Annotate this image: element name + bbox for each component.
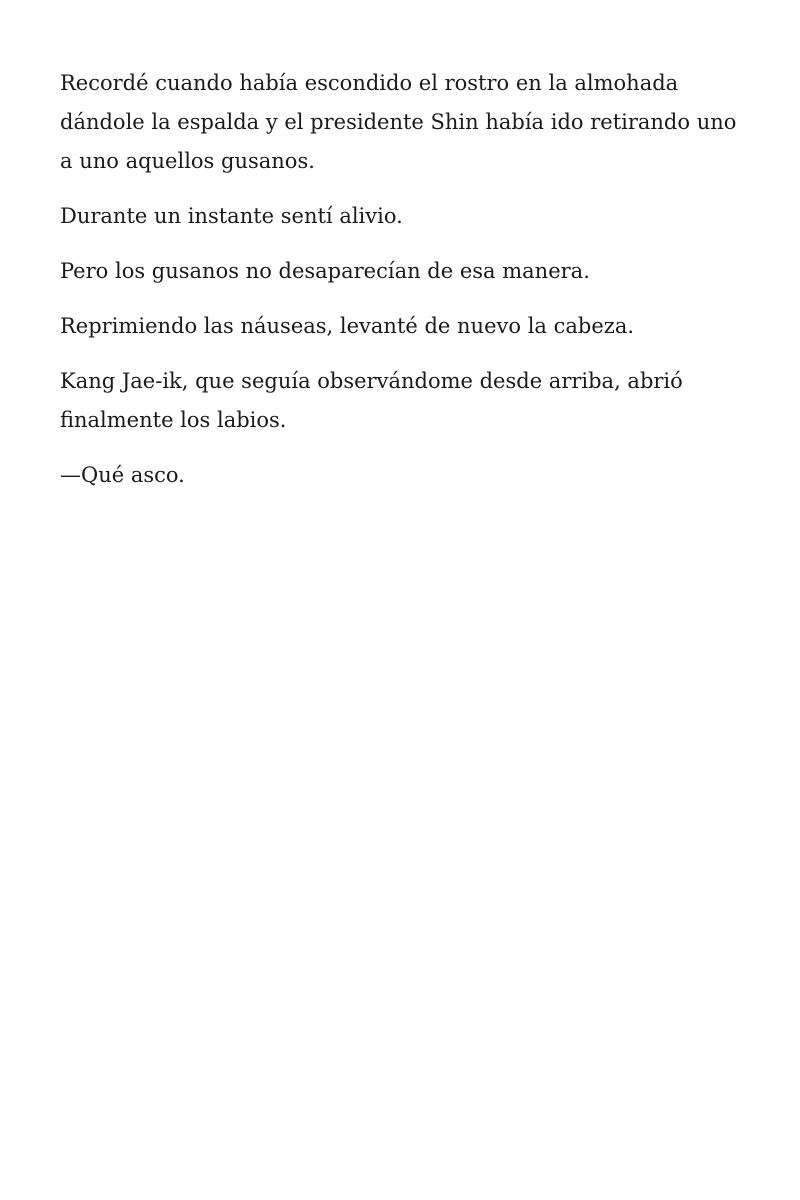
paragraph-3: Pero los gusanos no desaparecían de esa manera.	[60, 259, 590, 283]
paragraph-5: Kang Jae-ik, que seguía observándome desde arriba, abrió finalmente los labios.	[60, 369, 683, 432]
paragraph-1: Recordé cuando había escondido el rostro en la almohada dándole la espalda y el presidente Shin había ido retirando uno a uno aquellos gusanos.	[60, 71, 737, 173]
paragraph-6: —Qué asco.	[60, 463, 185, 487]
paragraph-4: Reprimiendo las náuseas, levanté de nuevo la cabeza.	[60, 314, 635, 338]
paragraph-2: Durante un instante sentí alivio.	[60, 204, 403, 228]
